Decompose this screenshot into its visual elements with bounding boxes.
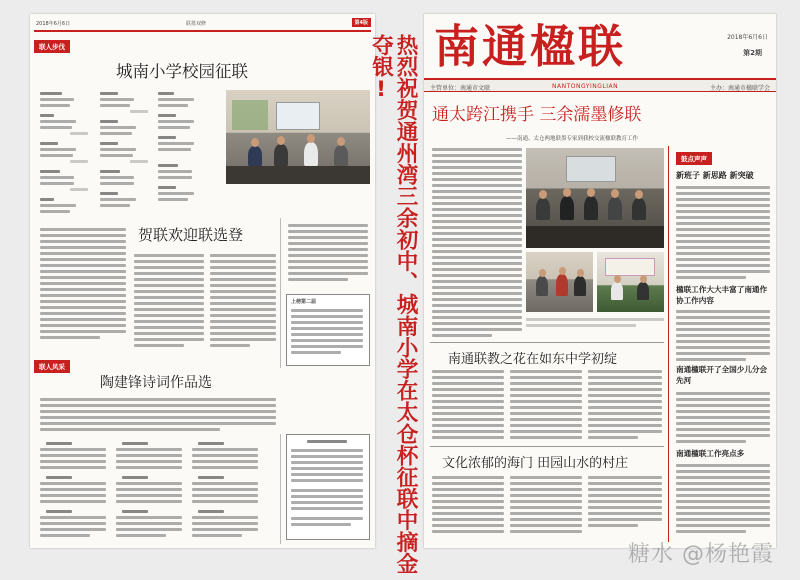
lead-subtitle: ——南通、太仓两地联墨专家到我校交流楹联教育工作 [506, 136, 639, 142]
issue-date: 2018年6月6日 [727, 34, 768, 41]
story-divider [430, 342, 664, 343]
tag-lianren-bufa: 联人步伐 [34, 40, 70, 53]
masthead-title: 南通楹联 [434, 20, 627, 73]
sidebar-item-3: 南通楹联开了全国少儿分会先河 [676, 365, 768, 385]
left-page-number: 第4版 [352, 18, 371, 27]
workshop-photo-1 [526, 252, 593, 312]
column-divider [280, 218, 281, 368]
right-newspaper-page [424, 14, 776, 548]
left-page-date: 2018年6月6日 [36, 21, 71, 27]
story-divider-2 [430, 446, 664, 447]
publisher-center: NANTONGYINGLIAN [552, 83, 619, 90]
headline-chengnan-contest: 城南小学校园征联 [116, 62, 248, 81]
sidebar-tag: 鼓点声声 [676, 152, 712, 165]
column-divider-2 [280, 434, 281, 544]
watermark-text: 糖水 @杨艳霞 [628, 542, 774, 567]
sidebar-item-1: 新班子 新思路 新突破 [676, 170, 754, 180]
congratulation-banner: 热烈祝贺通州湾三余初中、城南小学在太仓杯征联中摘金夺银! [368, 34, 418, 574]
tag-lianren-fengcai: 联人风采 [34, 360, 70, 373]
list-box [286, 294, 370, 366]
editorial-info-box [286, 434, 370, 540]
story-2-headline: 南通联教之花在如东中学初绽 [448, 352, 618, 367]
story-3-headline: 文化浓郁的海门 田园山水的村庄 [442, 456, 629, 471]
calligraphy-photo [597, 252, 664, 312]
sidebar-item-4: 南通楹联工作亮点多 [676, 449, 745, 458]
meeting-photo-left [226, 90, 370, 184]
publisher-right: 主办：南通市楹联学会 [709, 85, 770, 92]
headline-poetry-selection: 陶建锋诗词作品选 [100, 375, 212, 391]
sidebar-item-2: 楹联工作大大丰富了南通作协工作内容 [676, 285, 768, 305]
list-box-title: 上榜第二届 [291, 299, 317, 305]
header-rule [34, 30, 371, 32]
issue-number: 第2期 [743, 49, 762, 57]
publisher-left: 主管单位：南通市文联 [430, 85, 491, 92]
meeting-photo-main [526, 148, 664, 248]
left-page-section: 联墨双修 [186, 21, 207, 27]
headline-welcome-couplets: 贺联欢迎联选登 [138, 226, 244, 244]
lead-headline: 通太跨江携手 三余濡墨修联 [432, 105, 642, 125]
publisher-bar [424, 78, 776, 92]
sidebar-divider [668, 146, 669, 542]
left-newspaper-page [30, 14, 375, 548]
